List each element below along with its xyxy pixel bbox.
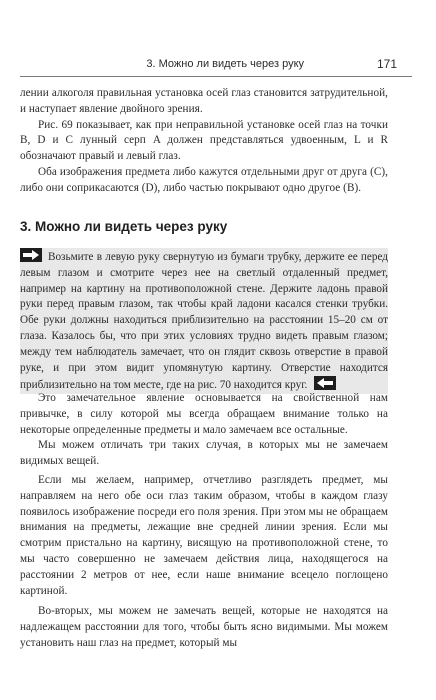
- body-paragraph-2: Мы можем отличать три таких случая, в которых мы не замечаем видимых вещей.: [20, 439, 388, 468]
- running-head-section: 3. Можно ли видеть через руку: [146, 58, 304, 70]
- arrow-left-icon: [314, 376, 336, 390]
- running-head: [20, 52, 412, 77]
- body-text-3: [20, 604, 388, 651]
- experiment-paragraph: [20, 248, 388, 394]
- section-heading: 3. Можно ли видеть через руку: [20, 219, 228, 234]
- intro-text: [20, 86, 388, 197]
- body-paragraph-1: Это замечательное явление основывается на свойственной нам привычке, в силу которой мы всегда обращаем внимание только на некоторые определенные предметы и мало замечаем все остальные.: [20, 392, 388, 436]
- body-paragraph-4: Во-вторых, мы можем не замечать вещей, которые не находятся на надлежащем расстоянии для того, чтобы быть ясно видимыми. Мы можем установить наш глаз на предмет, который мы: [20, 605, 388, 649]
- intro-paragraph-2: Рис. 69 показывает, как при неправильной установке осей глаз на точки B, D и C лунный серп A должен представляться удвоенным, L и R обозначают правый и левый глаз.: [20, 118, 388, 163]
- body-text-2: [20, 473, 388, 599]
- intro-paragraph-3: Оба изображения предмета либо кажутся отдельными друг от друга (C), либо они соприкасаются (D), либо частью покрывают одно другое (B).: [20, 165, 388, 194]
- body-paragraph-3: Если мы желаем, например, отчетливо разглядеть предмет, мы направляем на него обе оси глаз таким образом, чтобы в каждом глазу появилось изображение посреди его поля зрения. При этом мы не обращаем внимания на предметы, лежащие вне средней линии зрения. Если мы смотрим пристально на картину, висящую на противоположной стене, то мы часто совершенно не замечаем действия лица, находящегося на расстоянии 2 метров от нее, если наше внимание всецело поглощено картиной.: [20, 474, 388, 597]
- body-text-1: [20, 391, 388, 470]
- experiment-box: [20, 248, 388, 394]
- arrow-right-icon: [20, 248, 42, 262]
- experiment-text: Возьмите в левую руку свернутую из бумаги трубку, держите ее перед левым глазом и смотрите через нее на светлый отдаленный предмет, например на картину на противоположной стене. Держите ладонь правой руки перед правым глазом, так чтобы край ладони касался стенки трубки. Обе руки должны находиться приблизительно на расстоянии 15–20 см от глаза. Казалось бы, что при этих условиях трудно видеть правым глазом; между тем наблюдатель замечает, что он глядит сквозь отверстие в правой руке, и при этом видит упомянутую картину. Отверстие находится приблизительно на том месте, где на рис. 70 находится круг.: [20, 251, 388, 392]
- intro-paragraph-1: лении алкоголя правильная установка осей глаз становится затрудительной, и наступает явление двойного зрения.: [20, 87, 388, 115]
- page-number: 171: [376, 57, 397, 71]
